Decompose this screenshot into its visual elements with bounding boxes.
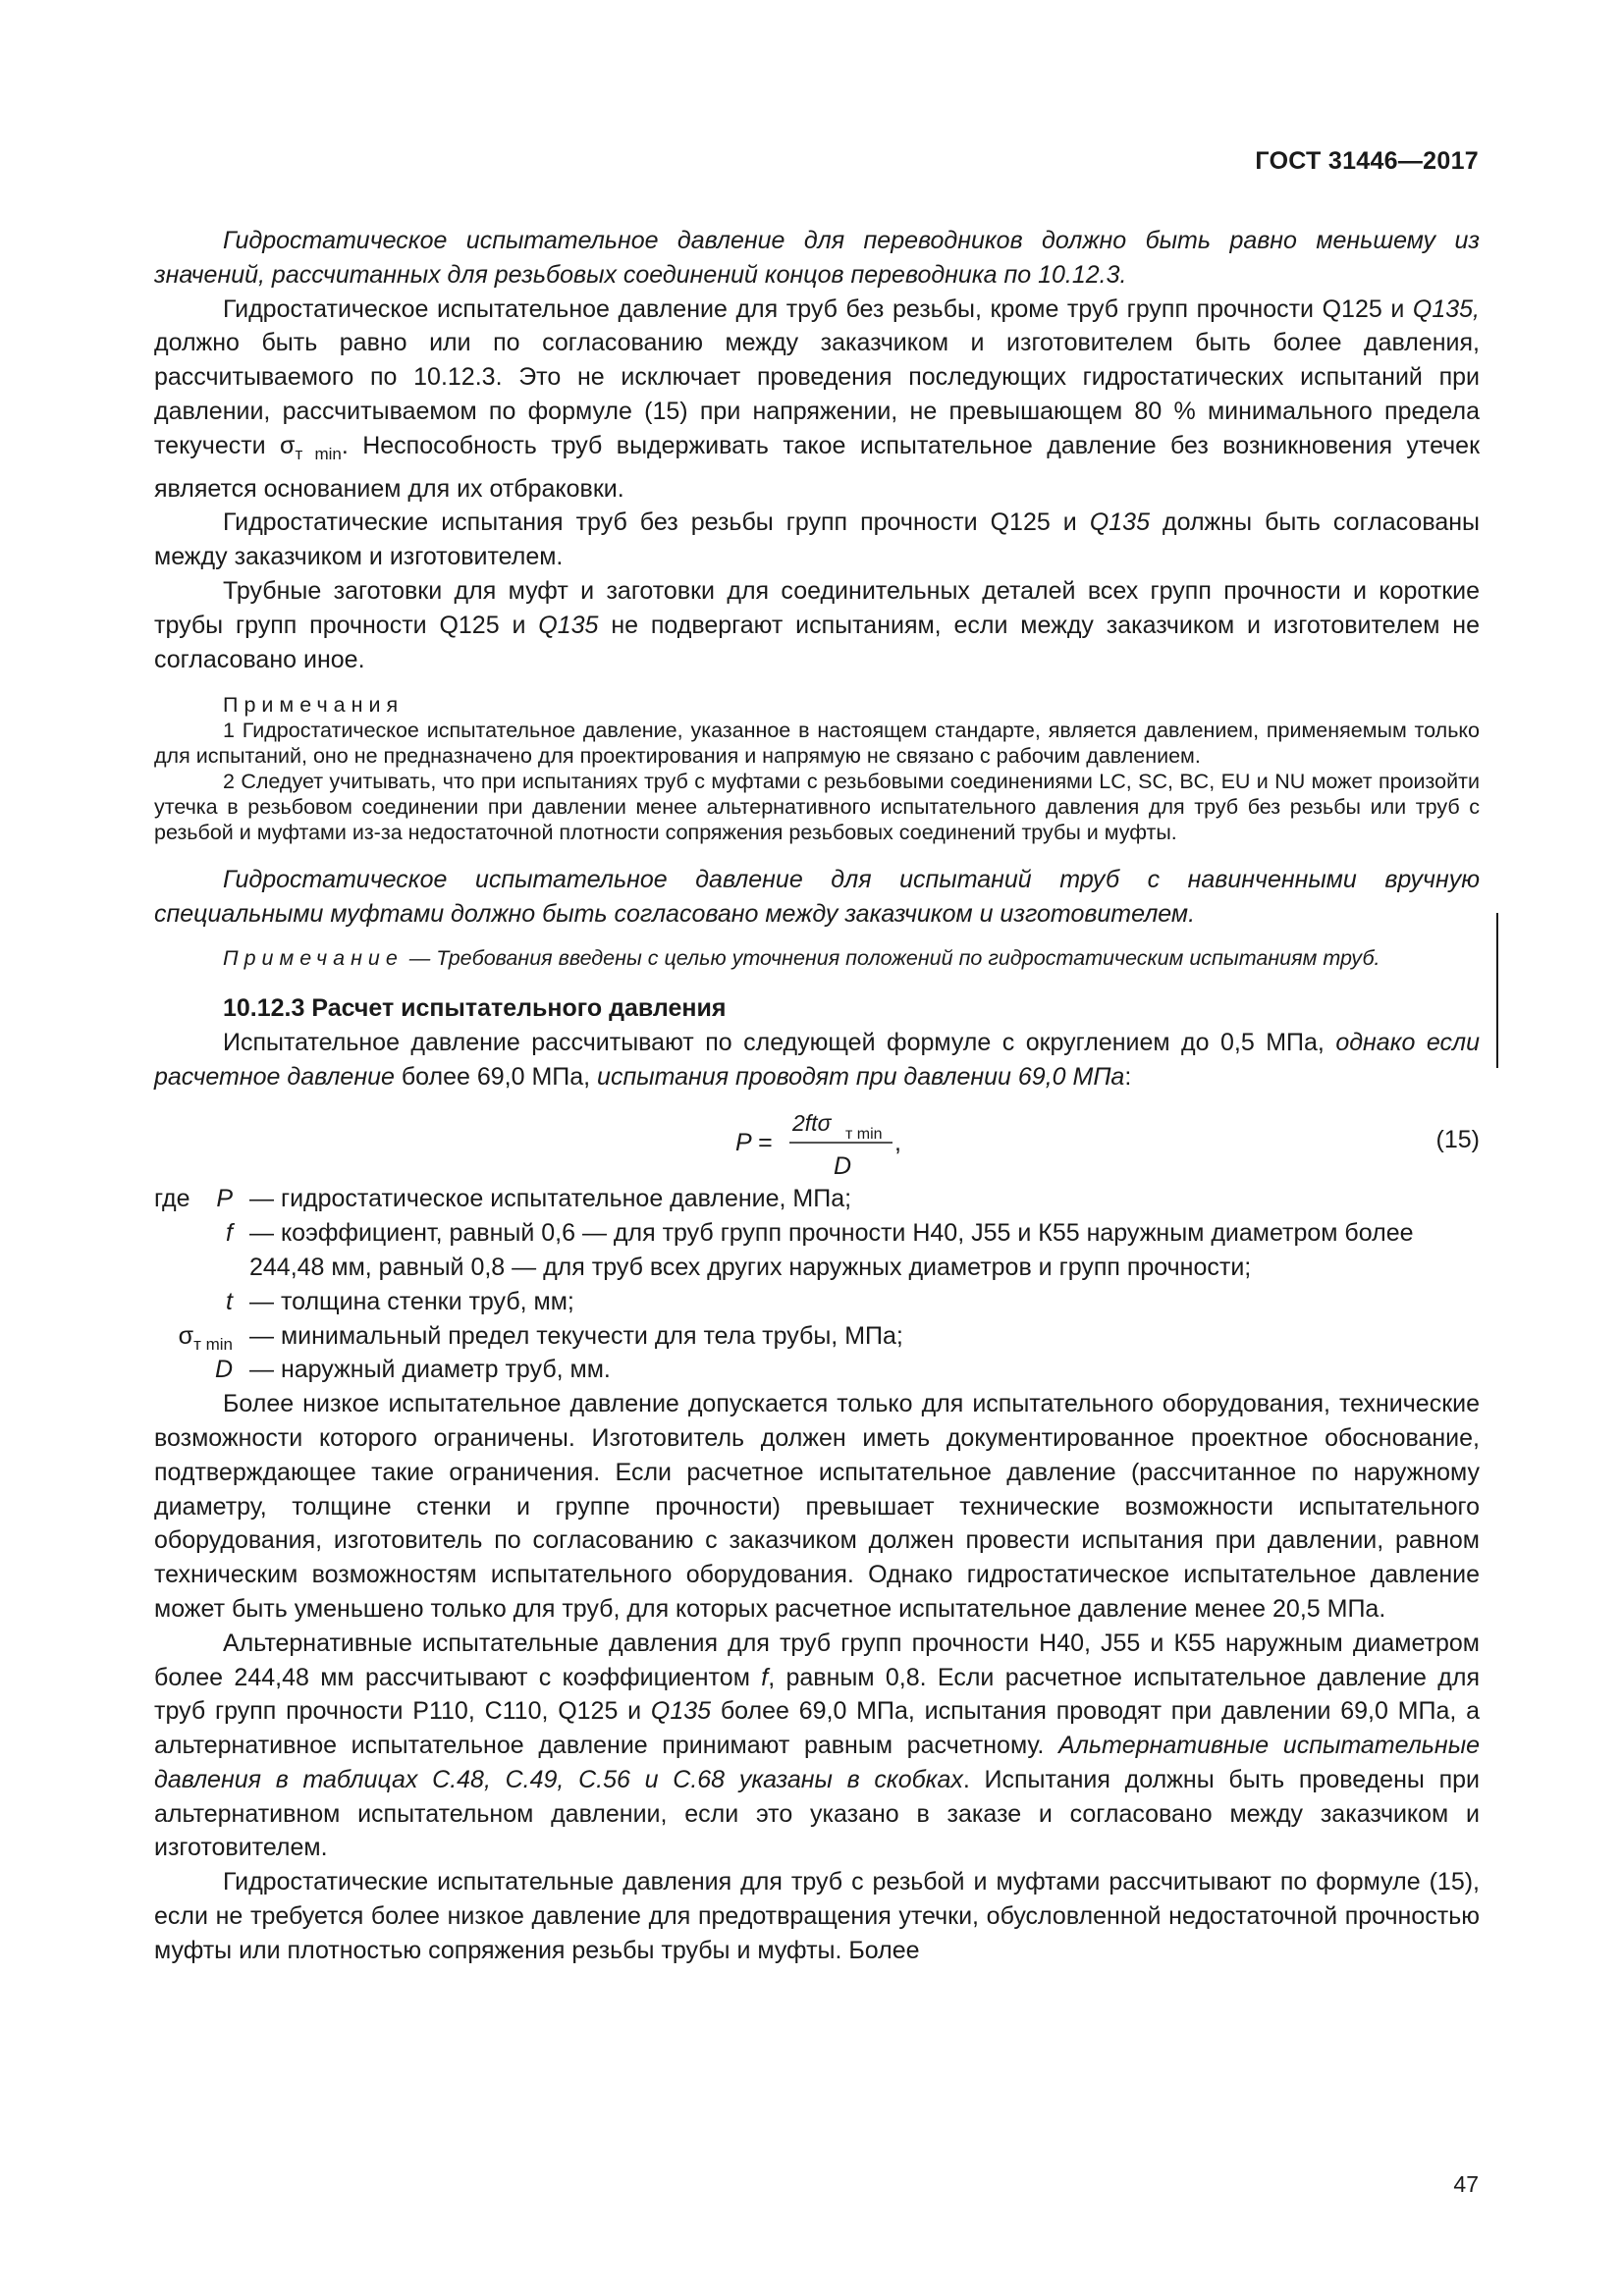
definitions-list	[154, 1182, 1480, 1387]
svg-text:D: D	[834, 1152, 852, 1181]
paragraph: Более низкое испытательное давление допускается только для испытательного оборудования, технические возможности которого ограничены. Изготовитель должен иметь документированное проектное обоснование, подтверждающее такие ограничения. Если расчетное испытательное давление (рассчитанное по наружному диаметру, толщине стенки и группе прочности) превышает технические возможности испытательного оборудования, изготовитель по согласованию с заказчиком должен провести испытания при давлении, равном техническим возможностям испытательного оборудования. Однако гидростатическое испытательное давление может быть уменьшено только для труб, для которых расчетное испытательное давление менее 20,5 МПа.	[154, 1390, 1480, 1623]
note-item: 1 Гидростатическое испытательное давление, указанное в настоящем стандарте, является давлением, применяемым только для испытаний, оно не предназначено для проектирования и напрямую не связано с рабочим давлением.	[154, 719, 1480, 769]
paragraph: Альтернативные испытательные давления для труб групп прочности Н40, J55 и К55 наружным диаметром более 244,48 мм рассчитывают с коэффициентом f, равным 0,8. Если расчетное испытательное давление для труб групп прочности Р110, С110, Q125 и Q135 более 69,0 МПа, испытания проводят при давлении 69,0 МПа, а альтернативное испытательное давление принимают равным расчетному. Альтернативные испытательные давления в таблицах С.48, С.49, С.56 и С.68 указаны в скобках. Испытания должны быть проведены при альтернативном испытательном давлении, если это указано в заказе и согласовано между заказчиком и изготовителем.	[154, 1629, 1481, 1862]
definition-item: t — толщина стенки труб, мм;	[226, 1287, 574, 1315]
paragraph: Испытательное давление рассчитывают по следующей формуле с округлением до 0,5 МПа, однако если расчетное давление более 69,0 МПа, испытания проводят при давлении 69,0 МПа:	[154, 1028, 1480, 1091]
svg-text:P =: P =	[735, 1129, 773, 1157]
page-number: 47	[1453, 2171, 1479, 2197]
formula-number: (15)	[1435, 1126, 1480, 1154]
note-single: Примечание — Требования введены с целью уточнения положений по гидростатическим испытаниям труб.	[223, 945, 1380, 970]
paragraph: Гидростатические испытательные давления для труб с резьбой и муфтами рассчитывают по формуле (15), если не требуется более низкое давление для предотвращения утечки, обусловленной недостаточной прочностью муфты или плотностью сопряжения резьбы трубы и муфты. Более	[154, 1868, 1480, 1964]
change-bar	[1496, 913, 1498, 1068]
svg-text:т min: т min	[845, 1126, 883, 1144]
where-label: где	[154, 1185, 190, 1213]
body-text	[154, 224, 1480, 1968]
definition-item: где P — гидростатическое испытательное давление, МПа;	[154, 1182, 1480, 1216]
notes-block	[154, 692, 1480, 845]
section-heading: 10.12.3 Расчет испытательного давления	[223, 993, 727, 1022]
paragraph: Гидростатическое испытательное давление для испытаний труб с навинченными вручную специальными муфтами должно быть согласовано между заказчиком и изготовителем.	[154, 866, 1480, 929]
svg-text:2ftσ: 2ftσ	[792, 1110, 832, 1137]
definition-item: f — коэффициент, равный 0,6 — для труб групп прочности Н40, J55 и К55 наружным диаметром более 244,48 мм, равный 0,8 — для труб всех других наружных диаметров и групп прочности;	[226, 1219, 1414, 1281]
paragraph: Гидростатическое испытательное давление для переводников должно быть равно меньшему из значений, рассчитанных для резьбовых соединений концов переводника по 10.12.3.	[154, 227, 1480, 289]
notes-title: Примечания	[223, 693, 405, 718]
standard-header: ГОСТ 31446—2017	[1255, 147, 1479, 175]
paragraph: Гидростатическое испытательное давление для труб без резьбы, кроме труб групп прочности Q125 и Q135, должно быть равно или по согласованию между заказчиком и изготовителем быть более давления, рассчитываемого по 10.12.3. Это не исключает проведения последующих гидростатических испытаний при давлении, рассчитываемом по формуле (15) при напряжении, не превышающем 80 % минимального предела текучести $\sigma_{т min}$. Неспособность труб выдерживать такое испытательное давление без возникновения утечек является основанием для их отбраковки.	[154, 294, 1481, 503]
definition-item: $\sigma_{т min}$ — минимальный предел текучести для тела трубы, МПа;	[178, 1321, 903, 1354]
paragraph: Трубные заготовки для муфт и заготовки для соединительных деталей всех групп прочности и короткие трубы групп прочности Q125 и Q135 не подвергают испытаниям, если между заказчиком и изготовителем не согласовано иное.	[154, 576, 1480, 673]
paragraph: Гидростатические испытания труб без резьбы групп прочности Q125 и Q135 должны быть согласованы между заказчиком и изготовителем.	[154, 508, 1480, 571]
definition-item: D — наружный диаметр труб, мм.	[214, 1356, 611, 1384]
formula-15	[154, 1101, 1480, 1182]
svg-text:,: ,	[894, 1129, 901, 1157]
formula-expression	[735, 1107, 981, 1182]
note-item: 2 Следует учитывать, что при испытаниях труб с муфтами с резьбовыми соединениями LC, SC, BC, EU и NU может произойти утечка в резьбовом соединении при давлении менее альтернативного испытательного давления для труб без резьбы или труб с резьбой и муфтами из-за недостаточной плотности сопряжения резьбовых соединений трубы и муфты.	[154, 770, 1480, 845]
